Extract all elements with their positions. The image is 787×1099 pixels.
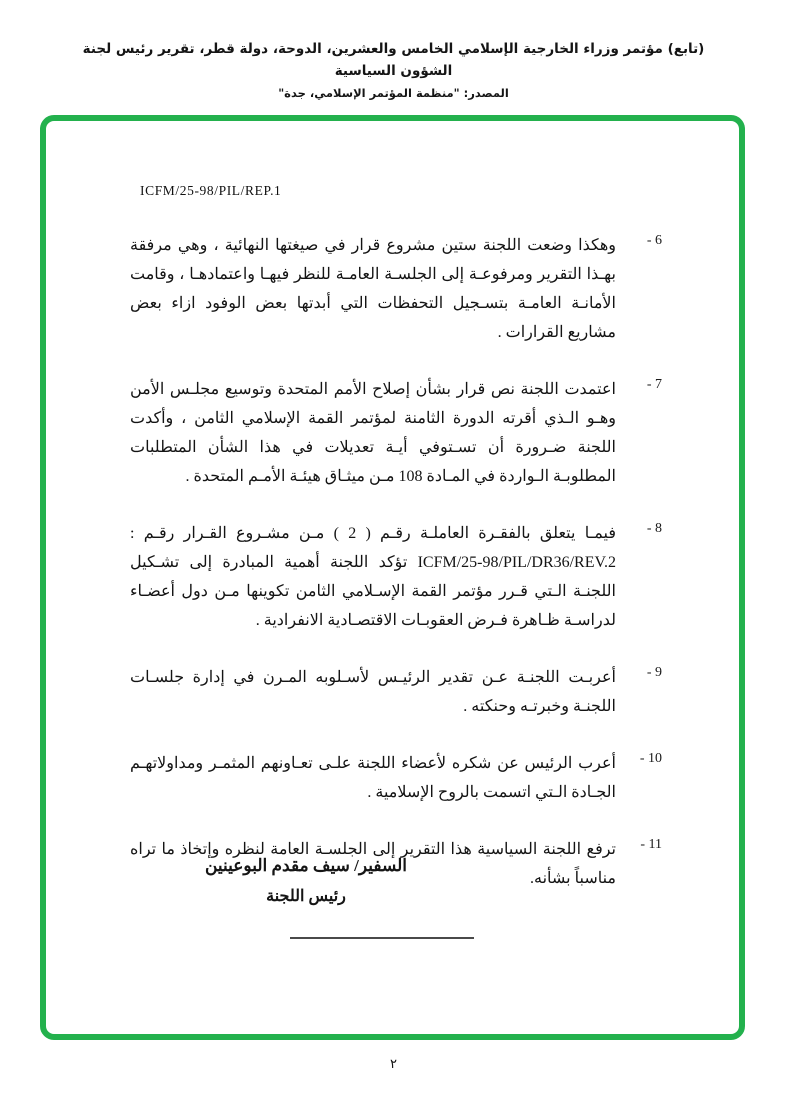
paragraph-6: [130, 231, 662, 347]
page-number: ٢: [390, 1056, 397, 1071]
paragraph-number: 8 -: [646, 521, 662, 536]
document-header: [60, 38, 727, 100]
paragraph-7: [130, 375, 662, 491]
paragraph-text: أعربـت اللجنـة عـن تقدير الرئيـس لأسـلوبه المـرن في إدارة جلسـات اللجنـة وخبرتـه وحنكته .: [130, 669, 616, 715]
green-border-frame: [40, 115, 745, 1040]
paragraph-8: [130, 519, 662, 635]
paragraph-text: أعرب الرئيس عن شكره لأعضاء اللجنة علـى تعـاونهم المثمـر ومداولاتهـم الجـادة الـتي اتسمت بالروح الإسلامية .: [130, 755, 616, 801]
header-source: المصدر: "منظمة المؤتمر الإسلامي، جدة": [278, 86, 509, 100]
paragraph-text: اعتمدت اللجنة نص قرار بشأن إصلاح الأمم المتحدة وتوسيع مجلـس الأمن وهـو الـذي أقرته الدورة الثامنة لمؤتمر القمة الإسلامي الثامن ، وأكدت اللجنة ضـرورة أن تسـتوفي أيـة تعديلات في هذا الشأن المتطلبات المطلوبـة الـواردة في المـادة 108 مـن ميثـاق هيئـة الأمـم المتحدة .: [130, 381, 617, 485]
paragraph-10: [130, 749, 662, 807]
paragraph-text: وهكذا وضعت اللجنة ستين مشروع قرار في صيغتها النهائية ، وهي مرفقة بهـذا التقرير ومرفوعـة إلى الجلسـة العامـة للنظر فيهـا واعتمادهـا ، وقامت الأمانـة العامـة بتسـجيل التحفظات التي أبدتها بعض الوفود ازاء بعض مشاريع القرارات .: [130, 237, 616, 341]
paragraph-number: 11 -: [640, 837, 662, 852]
paragraph-9: [130, 663, 662, 721]
paragraph-text: فيمـا يتعلق بالفقـرة العاملـة رقـم ( 2 ) مـن مشـروع القـرار رقـم : ICFM/25-98/PIL/DR36/REV.2 تؤكد اللجنة أهمية المبادرة إلى تشـكيل اللجنـة الـتي قـرر مؤتمر القمة الإسـلامي الثامن تكوينها مـن دول أعضـاء لدراسـة ظـاهرة فـرض العقوبـات الاقتصـادية الانفرادية .: [130, 525, 617, 629]
paragraph-list: [130, 231, 662, 921]
signature-block: [156, 856, 456, 906]
signature-line: [290, 937, 474, 939]
paragraph-number: 10 -: [639, 751, 662, 766]
paragraph-number: 9 -: [646, 665, 662, 680]
signature-title: رئيس اللجنة: [266, 888, 346, 905]
signature-name: السفير/ سيف مقدم البوعينين: [204, 856, 408, 875]
paragraph-number: 7 -: [646, 377, 662, 392]
header-title: (تابع) مؤتمر وزراء الخارجية الإسلامي الخامس والعشرين، الدوحة، دولة قطر، تقرير رئيس لجنة الشؤون السياسية: [82, 41, 705, 79]
paragraph-number: 6 -: [646, 233, 662, 248]
paragraph-text: ترفع اللجنة السياسية هذا التقرير إلى الجلسـة العامة لنظره وإتخاذ ما تراه مناسباً بشأنه.: [130, 841, 616, 887]
reference-number: ICFM/25-98/PIL/REP.1: [140, 183, 282, 198]
